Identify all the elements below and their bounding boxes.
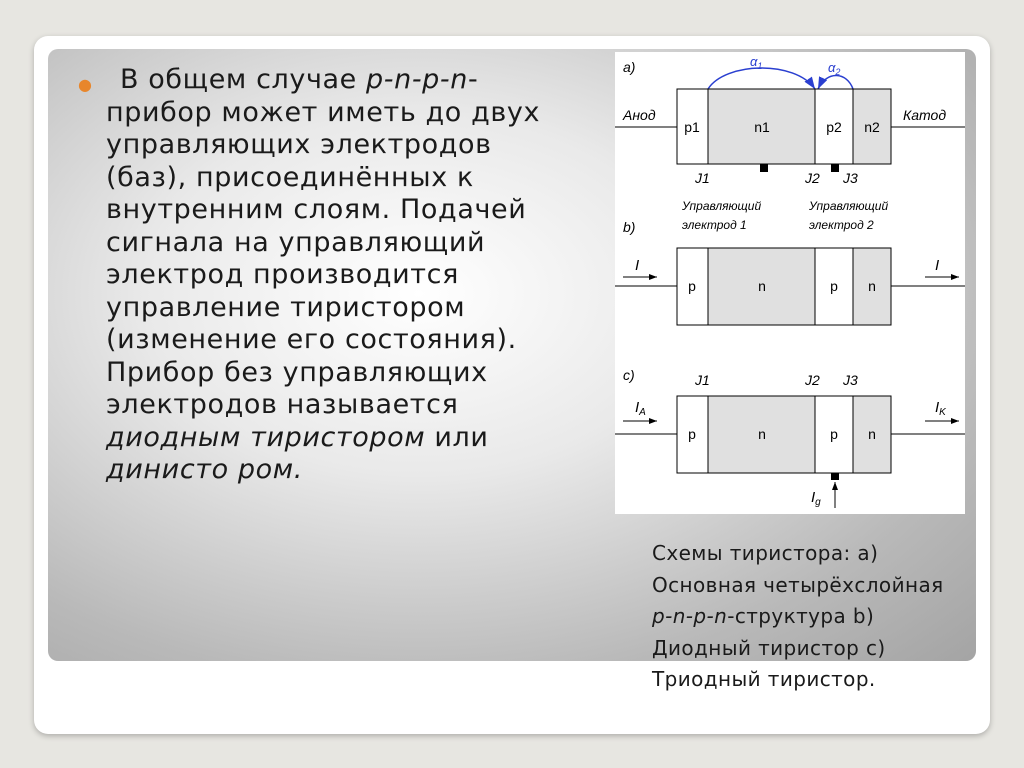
c-gate-contact [831,473,839,480]
b-layer-n2-label: n [868,278,876,294]
gate-contact-1 [760,164,768,172]
b-layer-n1-label: n [758,278,766,294]
body-text-pnpn: p-n-p-n [366,64,468,95]
diagram-c-label: c) [623,367,635,383]
alpha2-label: $\alpha_2$ [828,60,841,77]
c-current-right-label: $I_K$ [935,399,946,418]
junction-j2-a: J2 [805,170,820,186]
caption-part2: -структура b) Диодный тиристор c) Триодный тиристор. [652,604,886,691]
junction-j3-a: J3 [843,170,858,186]
gate-contact-2 [831,164,839,172]
body-text-diode-thyristor: диодным тиристором [106,421,426,453]
layer-n1-label: n1 [754,119,770,135]
junction-j3-c: J3 [843,372,858,388]
b-current-left-label: I [635,257,640,274]
c-gate-current-label: $I_g$ [811,489,821,508]
alpha1-label: $\alpha_1$ [750,54,763,71]
alpha2-arrow [818,75,853,89]
body-text-dinistor: динисто ром. [106,454,303,485]
thyristor-diagram [615,52,965,514]
alpha1-arrow [708,68,815,89]
layer-p2-label: p2 [826,119,842,135]
electrode2-line1: Управляющий [809,199,889,213]
junction-j1-a: J1 [695,170,710,186]
layer-p1-label: p1 [684,119,700,135]
caption-part1: Схемы тиристора: a) Основная четырёхслойная [652,541,944,597]
junction-j1-c: J1 [695,372,710,388]
bullet-icon: ● [78,75,92,94]
c-layer-n1-label: n [758,426,766,442]
caption-pnpn: p-n-p-n [652,604,728,628]
c-layer-p2-label: p [830,426,838,442]
diagram-b-label: b) [623,219,636,235]
body-text-intro: В общем случае [120,64,367,95]
body-text-or: или [425,421,489,453]
body-text-main: -прибор может иметь до двух управляющих электродов (баз), присоединённых к внутренним слоям. Подачей сигнала на управляющий электрод производится управление тиристором (изменение его состояния). Прибор без управляющих электродов называется [106,64,541,420]
b-layer-p2-label: p [830,278,838,294]
c-current-left-label: $I_A$ [635,399,646,418]
body-paragraph [106,64,544,487]
anode-label: Анод [623,107,656,123]
c-layer-n2-label: n [868,426,876,442]
figure-caption [652,538,952,696]
c-layer-p1-label: p [688,426,696,442]
b-layer-p1-label: p [688,278,696,294]
layer-n2-label: n2 [864,119,880,135]
electrode1-line2: электрод 1 [682,218,747,232]
junction-j2-c: J2 [805,372,820,388]
b-current-right-label: I [935,257,940,274]
electrode1-line1: Управляющий [682,199,762,213]
thyristor-figure [615,52,965,514]
electrode2-line2: электрод 2 [809,218,874,232]
cathode-label: Катод [903,107,947,123]
diagram-a-label: a) [623,59,636,75]
